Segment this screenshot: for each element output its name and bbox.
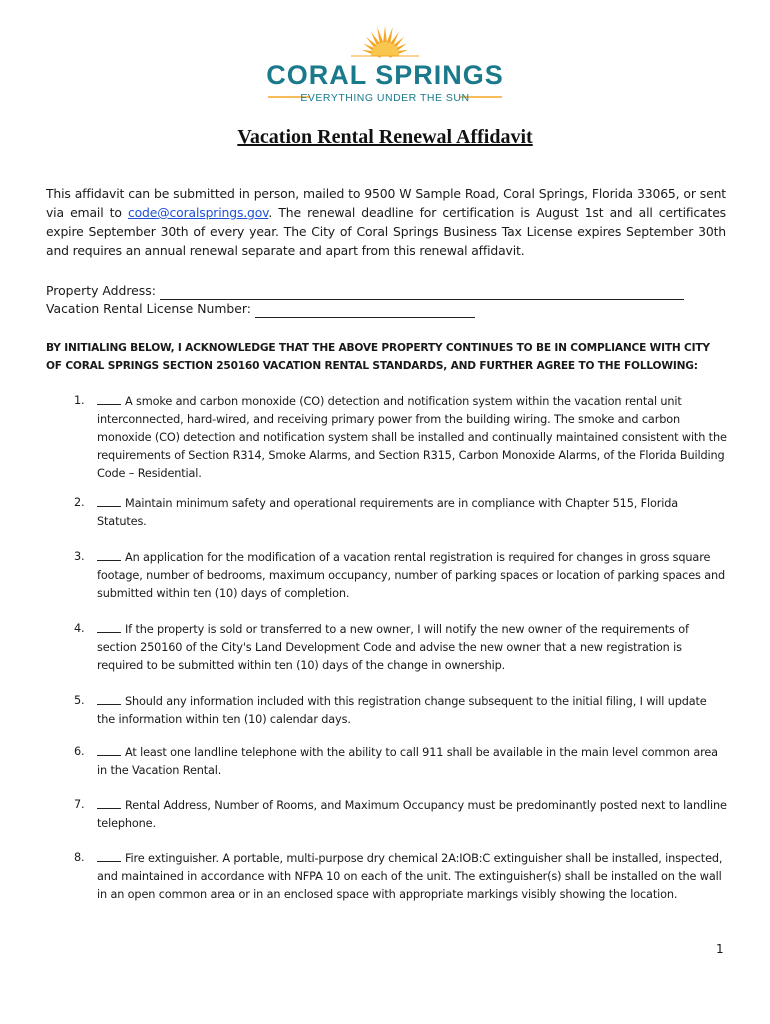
item-number: 1. [74, 394, 85, 407]
coral-springs-logo [258, 12, 512, 106]
item-text: Maintain minimum safety and operational requirements are in compliance with Chapter 515, Florida Statutes. [97, 497, 679, 528]
initial-field[interactable] [97, 548, 121, 561]
acknowledgement-statement: BY INITIALING BELOW, I ACKNOWLEDGE THAT THE ABOVE PROPERTY CONTINUES TO BE IN COMPLIANCE WITH CITY OF CORAL SPRINGS SECTION 250160 VACATION RENTAL STANDARDS, AND FURTHER AGREE TO THE FOLLOWING: [46, 342, 710, 372]
item-number: 7. [74, 798, 85, 811]
property-address-label: Property Address: [46, 283, 156, 298]
item-number: 3. [74, 550, 85, 563]
initial-field[interactable] [97, 392, 121, 405]
page-number: 1 [716, 942, 724, 956]
license-number-field[interactable] [255, 304, 475, 318]
item-text: If the property is sold or transferred to a new owner, I will notify the new owner of the requirements of section 250160 of the City's Land Development Code and advise the new owner that a new registration is required to be submitted within ten (10) days of the change in ownership. [97, 623, 689, 672]
license-number-label: Vacation Rental License Number: [46, 301, 251, 316]
page-title: Vacation Rental Renewal Affidavit [237, 126, 533, 148]
logo-name: CORAL SPRINGS [266, 60, 504, 90]
item-number: 2. [74, 496, 85, 509]
item-text: Should any information included with this registration change subsequent to the initial filing, I will update the information within ten (10) calendar days. [97, 695, 707, 726]
property-fields [46, 282, 684, 318]
item-number: 5. [74, 694, 85, 707]
item-text: Rental Address, Number of Rooms, and Maximum Occupancy must be predominantly posted next to landline telephone. [97, 799, 727, 830]
intro-paragraph [46, 184, 726, 260]
logo-tagline: EVERYTHING UNDER THE SUN [300, 92, 470, 104]
item-text: At least one landline telephone with the ability to call 911 shall be available in the main level common area in the Vacation Rental. [97, 746, 718, 777]
license-number-row [46, 300, 684, 318]
item-number: 6. [74, 745, 85, 758]
initial-field[interactable] [97, 692, 121, 705]
initial-field[interactable] [97, 494, 121, 507]
item-text: A smoke and carbon monoxide (CO) detection and notification system within the vacation rental unit interconnected, hard-wired, and receiving primary power from the building wiring. The smoke and carbon monoxide (CO) detection and notification system shall be installed and continually maintained consistent with the requirements of Section R314, Smoke Alarms, and Section R315, Carbon Monoxide Alarms, of the Florida Building Code – Residential. [97, 395, 727, 480]
initial-field[interactable] [97, 849, 121, 862]
item-text: An application for the modification of a vacation rental registration is required for changes in gross square footage, number of bedrooms, maximum occupancy, number of parking spaces or location of parking spaces and submitted within ten (10) days of completion. [97, 551, 726, 600]
intro-text-start: This affidavit can be submitted in person, mailed to 9500 W Sample Road, Coral Springs, Florida 33065, or sent via email to [46, 186, 726, 220]
intro-text-end: . The renewal deadline for certification is August 1st and all certificates expire September 30th of every year. The City of Coral Springs Business Tax License expires September 30th and requires an annual renewal separate and apart from this renewal affidavit. [46, 205, 726, 258]
item-text: Fire extinguisher. A portable, multi-purpose dry chemical 2A:IOB:C extinguisher shall be installed, inspected, and maintained in accordance with NFPA 10 on each of the unit. The extinguisher(s) shall be installed on the wall in an open common area or in an enclosed space with appropriate markings visibly showing the location. [97, 852, 723, 901]
initial-field[interactable] [97, 796, 121, 809]
property-address-row [46, 282, 684, 300]
property-address-field[interactable] [160, 286, 684, 300]
email-link[interactable]: code@coralsprings.gov [127, 205, 269, 220]
sun-icon [351, 26, 419, 58]
initial-field[interactable] [97, 743, 121, 756]
item-number: 4. [74, 622, 85, 635]
initial-field[interactable] [97, 620, 121, 633]
item-number: 8. [74, 851, 85, 864]
